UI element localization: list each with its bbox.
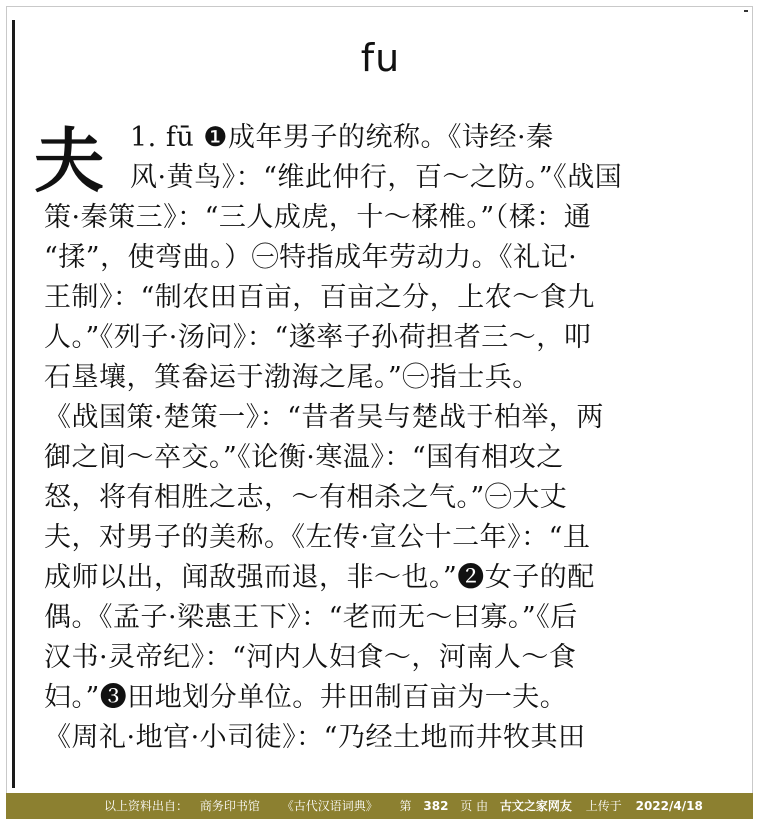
entry-line-4: “揉”，使弯曲。）㊀特指成年劳动力。《礼记· [44, 242, 578, 273]
entry-line-1: 1. fū ❶成年男子的统称。《诗经·秦 [130, 122, 554, 153]
footer-date: 2022/4/18 [635, 799, 703, 813]
entry-line-12: 成师以出，闻敌强而退，非～也。”❷女子的配 [44, 562, 595, 593]
corner-mark [744, 10, 748, 12]
entry-line-8: 《战国策·楚策一》：“昔者吴与楚战于柏举，两 [44, 402, 604, 433]
entry-line-14: 汉书·灵帝纪》：“河内人妇食～，河南人～食 [44, 642, 577, 673]
entry-line-5: 王制》：“制农田百亩，百亩之分，上农～食九 [44, 282, 595, 313]
left-margin-rule [12, 20, 15, 788]
entry-line-9: 御之间～卒交。”《论衡·寒温》：“国有相攻之 [44, 442, 564, 473]
entry-line-7: 石垦壤，箕畚运于渤海之尾。”㊀指士兵。 [44, 362, 540, 393]
entry-line-11: 夫，对男子的美称。《左传·宣公十二年》：“且 [44, 522, 591, 553]
section-heading: fu [360, 36, 401, 80]
footer-page-suffix: 页 由 [460, 799, 489, 813]
entry-line-6: 人。”《列子·汤问》：“遂率子孙荷担者三～，叩 [44, 322, 592, 353]
footer-book-title: 《古代汉语词典》 [281, 799, 378, 813]
footer-publisher: 商务印书馆 [199, 799, 260, 813]
source-footer [6, 793, 753, 819]
footer-page-number: 382 [423, 799, 449, 813]
entry-line-3: 策·秦策三》：“三人成虎，十～楺椎。”（楺：通 [44, 202, 592, 233]
entry-line-10: 怒，将有相胜之志，～有相杀之气。”㊀大丈 [44, 482, 568, 513]
footer-source-label: 以上资料出自： [104, 799, 189, 813]
headword: 夫 [34, 119, 104, 202]
entry-line-2: 风·黄鸟》：“维此仲行，百～之防。”《战国 [130, 162, 623, 193]
entry-line-16: 《周礼·地官·小司徒》：“乃经土地而井牧其田 [44, 722, 586, 753]
footer-upload-label: 上传于 [585, 799, 622, 813]
footer-site-link[interactable]: 古文之家网友 [499, 799, 572, 813]
entry-line-13: 偶。《孟子·梁惠王下》：“老而无～曰寡。”《后 [44, 602, 578, 633]
entry-line-15: 妇。”❸田地划分单位。井田制百亩为一夫。 [44, 682, 568, 713]
footer-page-prefix: 第 [399, 799, 412, 813]
